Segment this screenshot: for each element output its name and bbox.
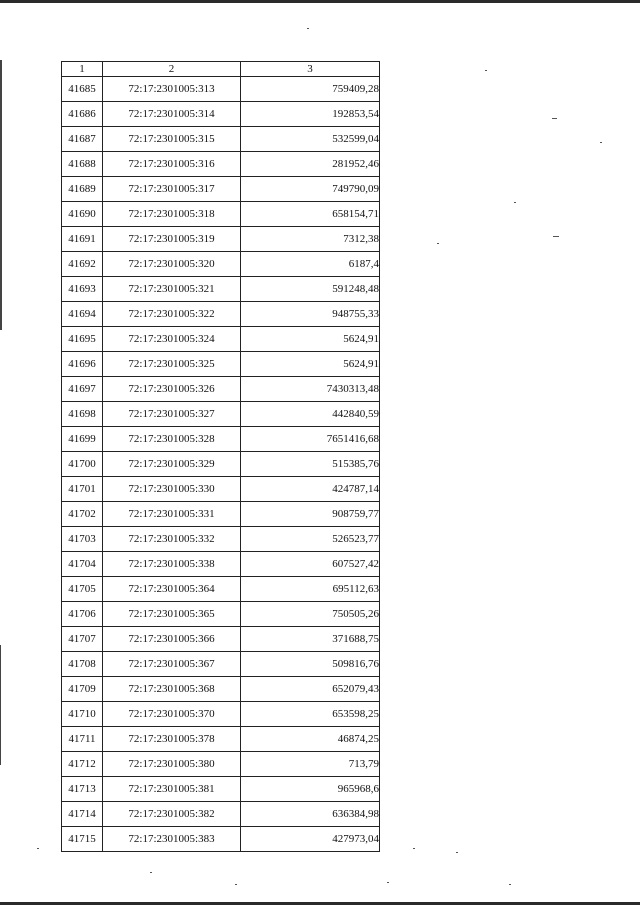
row-number-cell: 41686 [62, 102, 103, 127]
cadastral-number-cell: 72:17:2301005:319 [103, 227, 241, 252]
row-number-cell: 41689 [62, 177, 103, 202]
cadastral-value-cell: 5624,91 [241, 352, 380, 377]
scan-speck [150, 872, 152, 873]
scan-speck [37, 848, 39, 849]
row-number-cell: 41694 [62, 302, 103, 327]
row-number-cell: 41696 [62, 352, 103, 377]
table-header-row [62, 62, 380, 77]
cadastral-number-cell: 72:17:2301005:365 [103, 602, 241, 627]
table-row [62, 627, 380, 652]
cadastral-number-cell: 72:17:2301005:330 [103, 477, 241, 502]
cadastral-number-cell: 72:17:2301005:318 [103, 202, 241, 227]
row-number-cell: 41708 [62, 652, 103, 677]
cadastral-value-cell: 695112,63 [241, 577, 380, 602]
cadastral-number-cell: 72:17:2301005:382 [103, 802, 241, 827]
cadastral-value-cell: 591248,48 [241, 277, 380, 302]
row-number-cell: 41702 [62, 502, 103, 527]
row-number-cell: 41714 [62, 802, 103, 827]
cadastral-number-cell: 72:17:2301005:324 [103, 327, 241, 352]
scan-speck [235, 884, 237, 885]
row-number-cell: 41701 [62, 477, 103, 502]
row-number-cell: 41685 [62, 77, 103, 102]
table-row [62, 577, 380, 602]
table-row [62, 327, 380, 352]
column-header-number: 1 [62, 62, 103, 77]
cadastral-number-cell: 72:17:2301005:317 [103, 177, 241, 202]
cadastral-value-cell: 652079,43 [241, 677, 380, 702]
row-number-cell: 41687 [62, 127, 103, 152]
table-row [62, 752, 380, 777]
cadastral-number-cell: 72:17:2301005:367 [103, 652, 241, 677]
scan-left-shadow-lower [0, 645, 1, 765]
cadastral-value-cell: 192853,54 [241, 102, 380, 127]
scan-speck [514, 202, 516, 203]
table-row [62, 502, 380, 527]
cadastral-number-cell: 72:17:2301005:322 [103, 302, 241, 327]
table-row [62, 602, 380, 627]
table-row [62, 77, 380, 102]
cadastral-value-cell: 371688,75 [241, 627, 380, 652]
row-number-cell: 41710 [62, 702, 103, 727]
row-number-cell: 41688 [62, 152, 103, 177]
cadastral-value-cell: 653598,25 [241, 702, 380, 727]
scan-speck [553, 236, 559, 237]
cadastral-number-cell: 72:17:2301005:364 [103, 577, 241, 602]
scan-left-shadow [0, 60, 2, 330]
row-number-cell: 41705 [62, 577, 103, 602]
table-row [62, 127, 380, 152]
row-number-cell: 41707 [62, 627, 103, 652]
table-row [62, 802, 380, 827]
table-row [62, 252, 380, 277]
cadastral-number-cell: 72:17:2301005:329 [103, 452, 241, 477]
cadastral-number-cell: 72:17:2301005:331 [103, 502, 241, 527]
table-row [62, 427, 380, 452]
cadastral-value-cell: 442840,59 [241, 402, 380, 427]
cadastral-number-cell: 72:17:2301005:327 [103, 402, 241, 427]
scan-speck [307, 28, 309, 29]
cadastral-value-cell: 759409,28 [241, 77, 380, 102]
cadastral-value-cell: 636384,98 [241, 802, 380, 827]
row-number-cell: 41693 [62, 277, 103, 302]
cadastral-value-cell: 749790,09 [241, 177, 380, 202]
cadastral-number-cell: 72:17:2301005:325 [103, 352, 241, 377]
cadastral-number-cell: 72:17:2301005:332 [103, 527, 241, 552]
cadastral-number-cell: 72:17:2301005:381 [103, 777, 241, 802]
row-number-cell: 41709 [62, 677, 103, 702]
cadastral-number-cell: 72:17:2301005:378 [103, 727, 241, 752]
cadastral-value-cell: 5624,91 [241, 327, 380, 352]
row-number-cell: 41699 [62, 427, 103, 452]
row-number-cell: 41690 [62, 202, 103, 227]
row-number-cell: 41706 [62, 602, 103, 627]
cadastral-number-cell: 72:17:2301005:316 [103, 152, 241, 177]
table-row [62, 777, 380, 802]
cadastral-value-cell: 7312,38 [241, 227, 380, 252]
row-number-cell: 41704 [62, 552, 103, 577]
table-row [62, 702, 380, 727]
cadastral-number-cell: 72:17:2301005:383 [103, 827, 241, 852]
cadastral-value-cell: 427973,04 [241, 827, 380, 852]
table-row [62, 402, 380, 427]
row-number-cell: 41695 [62, 327, 103, 352]
cadastral-number-cell: 72:17:2301005:313 [103, 77, 241, 102]
cadastral-number-cell: 72:17:2301005:380 [103, 752, 241, 777]
cadastral-value-cell: 509816,76 [241, 652, 380, 677]
scan-speck [456, 852, 458, 853]
cadastral-value-cell: 424787,14 [241, 477, 380, 502]
row-number-cell: 41700 [62, 452, 103, 477]
cadastral-value-cell: 965968,6 [241, 777, 380, 802]
table-body [62, 77, 380, 852]
cadastral-value-cell: 750505,26 [241, 602, 380, 627]
table-row [62, 477, 380, 502]
cadastral-value-cell: 515385,76 [241, 452, 380, 477]
column-header-value: 3 [241, 62, 380, 77]
row-number-cell: 41698 [62, 402, 103, 427]
cadastral-number-cell: 72:17:2301005:314 [103, 102, 241, 127]
row-number-cell: 41713 [62, 777, 103, 802]
table-row [62, 152, 380, 177]
table-row [62, 302, 380, 327]
scan-speck [552, 118, 557, 119]
row-number-cell: 41697 [62, 377, 103, 402]
cadastral-value-cell: 908759,77 [241, 502, 380, 527]
row-number-cell: 41691 [62, 227, 103, 252]
table-row [62, 527, 380, 552]
cadastral-value-cell: 658154,71 [241, 202, 380, 227]
scan-speck [437, 243, 439, 244]
cadastral-value-cell: 7430313,48 [241, 377, 380, 402]
cadastral-number-cell: 72:17:2301005:320 [103, 252, 241, 277]
row-number-cell: 41715 [62, 827, 103, 852]
table-row [62, 352, 380, 377]
cadastral-number-cell: 72:17:2301005:315 [103, 127, 241, 152]
row-number-cell: 41692 [62, 252, 103, 277]
table-row [62, 177, 380, 202]
table-row [62, 102, 380, 127]
cadastral-number-cell: 72:17:2301005:338 [103, 552, 241, 577]
scan-top-edge [0, 0, 640, 3]
table-row [62, 827, 380, 852]
table-row [62, 202, 380, 227]
scan-speck [509, 884, 511, 885]
scan-speck [413, 848, 415, 849]
row-number-cell: 41712 [62, 752, 103, 777]
scan-speck [387, 882, 389, 883]
table-row [62, 452, 380, 477]
table-row [62, 727, 380, 752]
cadastral-number-cell: 72:17:2301005:370 [103, 702, 241, 727]
row-number-cell: 41703 [62, 527, 103, 552]
row-number-cell: 41711 [62, 727, 103, 752]
table-row [62, 677, 380, 702]
cadastral-value-cell: 6187,4 [241, 252, 380, 277]
cadastral-value-cell: 46874,25 [241, 727, 380, 752]
scan-speck [600, 142, 602, 143]
scan-speck [485, 70, 487, 71]
cadastral-number-cell: 72:17:2301005:366 [103, 627, 241, 652]
cadastral-value-cell: 526523,77 [241, 527, 380, 552]
table-row [62, 277, 380, 302]
table-row [62, 377, 380, 402]
cadastral-number-cell: 72:17:2301005:328 [103, 427, 241, 452]
cadastral-value-cell: 7651416,68 [241, 427, 380, 452]
cadastral-number-cell: 72:17:2301005:368 [103, 677, 241, 702]
table-row [62, 652, 380, 677]
table-row [62, 227, 380, 252]
cadastral-value-cell: 607527,42 [241, 552, 380, 577]
cadastral-value-table [61, 61, 380, 852]
column-header-cadastral-number: 2 [103, 62, 241, 77]
cadastral-value-cell: 713,79 [241, 752, 380, 777]
cadastral-number-cell: 72:17:2301005:321 [103, 277, 241, 302]
cadastral-value-cell: 532599,04 [241, 127, 380, 152]
cadastral-number-cell: 72:17:2301005:326 [103, 377, 241, 402]
cadastral-value-cell: 281952,46 [241, 152, 380, 177]
table-row [62, 552, 380, 577]
cadastral-value-cell: 948755,33 [241, 302, 380, 327]
